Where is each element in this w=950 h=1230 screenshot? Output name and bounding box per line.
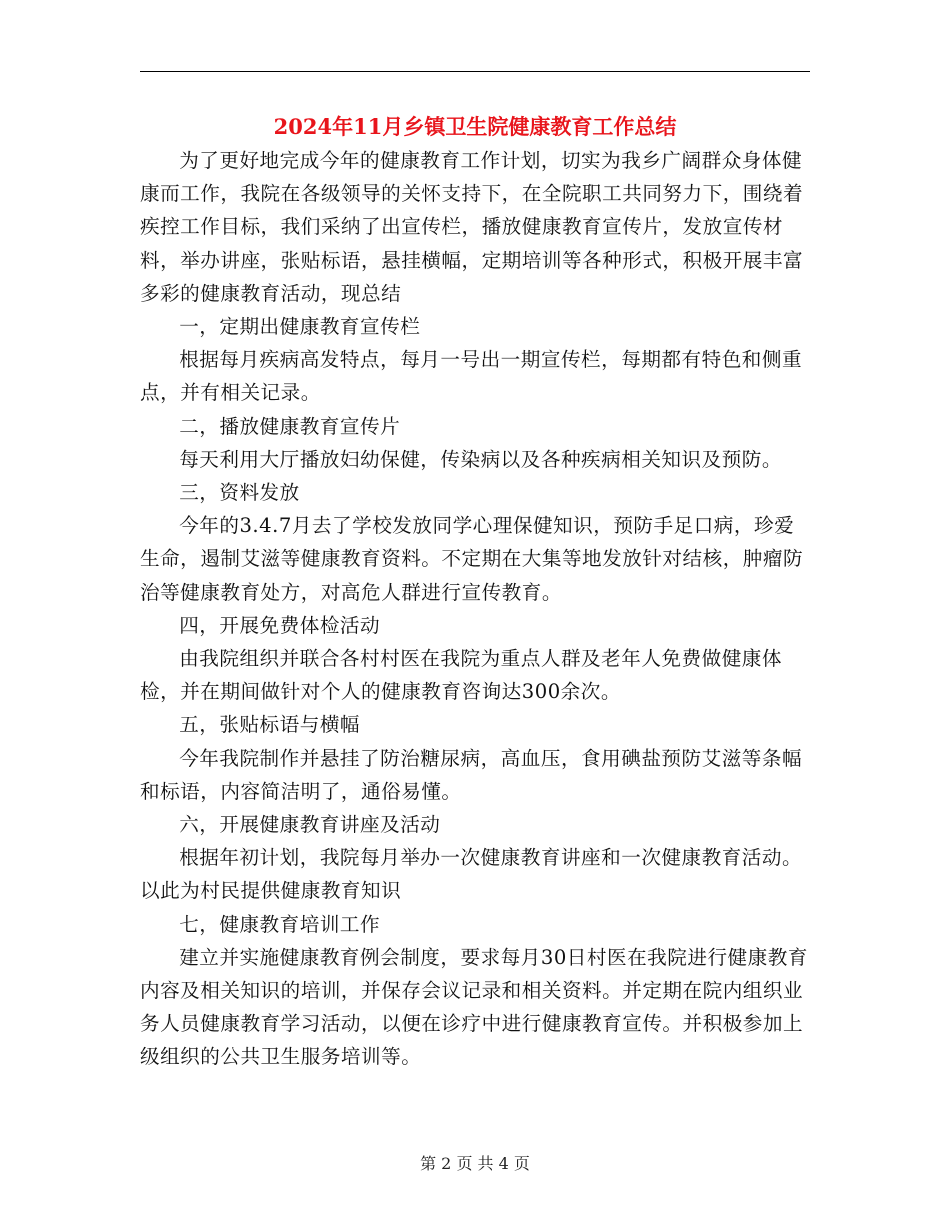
section-paragraph-4: 由我院组织并联合各村村医在我院为重点人群及老年人免费做健康体检，并在期间做针对个人的健康教育咨询达300余次。 — [140, 647, 782, 704]
section-heading-2: 二，播放健康教育宣传片 — [179, 414, 401, 438]
section-paragraph-1: 根据每月疾病高发特点，每月一号出一期宣传栏，每期都有特色和侧重点，并有相关记录。 — [140, 348, 803, 405]
header-rule — [140, 71, 810, 72]
section-paragraph-6: 根据年初计划，我院每月举办一次健康教育讲座和一次健康教育活动。以此为村民提供健康教育知识 — [140, 846, 803, 903]
section-heading-1: 一，定期出健康教育宣传栏 — [179, 315, 421, 339]
document-title: 2024年11月乡镇卫生院健康教育工作总结 — [273, 114, 677, 139]
section-heading-3: 三，资料发放 — [179, 481, 300, 505]
section-paragraph-7: 建立并实施健康教育例会制度，要求每月30日村医在我院进行健康教育内容及相关知识的培训，并保存会议记录和相关资料。并定期在院内组织业务人员健康教育学习活动，以便在诊疗中进行健康教育宣传。并积极参加上级组织的公共卫生服务培训等。 — [140, 945, 808, 1069]
section-paragraph-2: 每天利用大厅播放妇幼保健，传染病以及各种疾病相关知识及预防。 — [179, 447, 782, 471]
document-body — [140, 144, 810, 1074]
section-heading-6: 六，开展健康教育讲座及活动 — [179, 813, 441, 837]
section-heading-7: 七，健康教育培训工作 — [179, 912, 381, 936]
intro-paragraph: 为了更好地完成今年的健康教育工作计划，切实为我乡广阔群众身体健康而工作，我院在各级领导的关怀支持下，在全院职工共同努力下，围绕着疾控工作目标，我们采纳了出宣传栏，播放健康教育宣传片，发放宣传材料，举办讲座，张贴标语，悬挂横幅，定期培训等各种形式，积极开展丰富多彩的健康教育活动，现总结 — [140, 149, 804, 305]
section-heading-5: 五，张贴标语与横幅 — [179, 713, 361, 737]
section-paragraph-5: 今年我院制作并悬挂了防治糖尿病，高血压，食用碘盐预防艾滋等条幅和标语，内容简洁明了，通俗易懂。 — [140, 746, 803, 803]
section-heading-4: 四，开展免费体检活动 — [179, 613, 381, 637]
section-paragraph-3: 今年的3.4.7月去了学校发放同学心理保健知识，预防手足口病，珍爱生命，遏制艾滋等健康教育资料。不定期在大集等地发放针对结核，肿瘤防治等健康教育处方，对高危人群进行宣传教育。 — [140, 514, 804, 604]
page-number: 第 2 页 共 4 页 — [420, 1154, 530, 1173]
